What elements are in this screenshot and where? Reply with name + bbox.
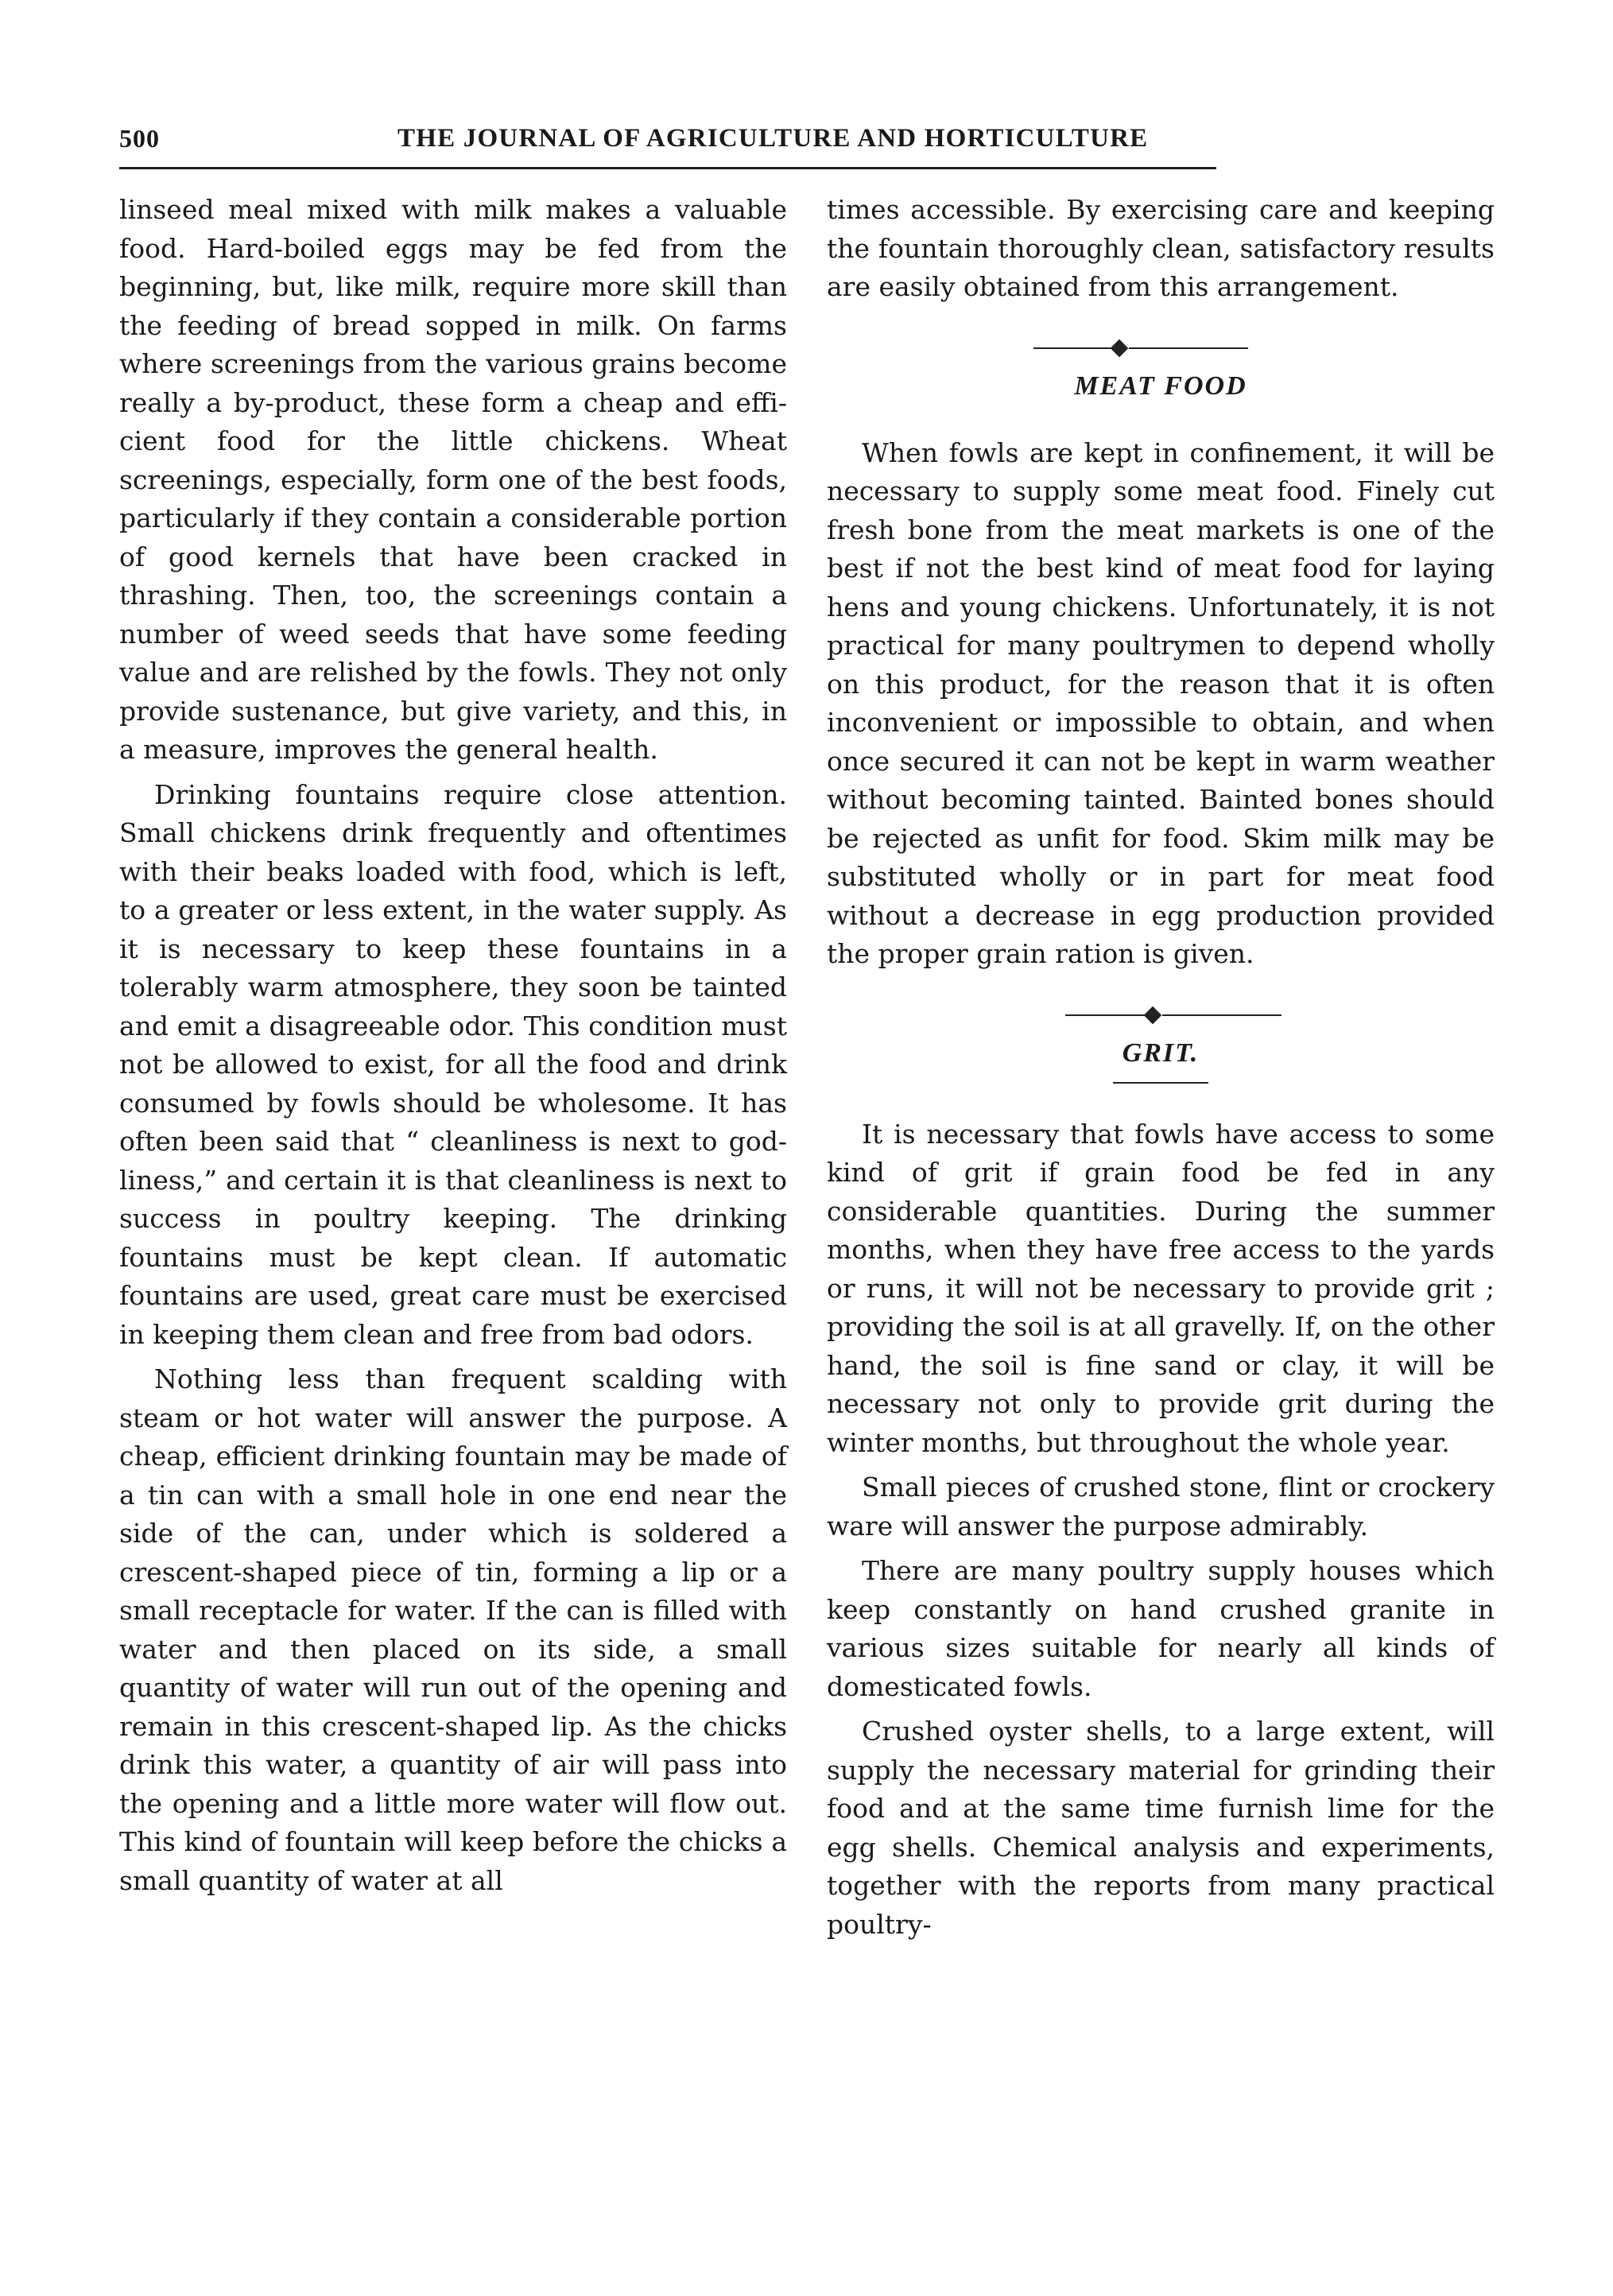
paragraph-fountain-construction: Nothing less than frequent scalding with steam or hot water will answer the purpose. A cheap, efficient drinking fountain may be made of a tin can with a small hole in one end near the side of the can, under which is soldered a crescent-shaped piece of tin, forming a lip or a small receptacle for water. If the can is filled with water and then placed on its side, a small quantity of water will run out of the opening and remain in this crescent-shaped lip. As the chicks drink this water, a quantity of air will pass into the opening and a little more water will flow out. This kind of fountain will keep before the chicks a small quantity of water at all (119, 1363, 787, 1896)
meat-food-heading: MEAT FOOD (1074, 370, 1247, 401)
page-header (119, 119, 1216, 167)
running-title: THE JOURNAL OF AGRICULTURE AND HORTICULTURE (397, 124, 1149, 153)
page-number: 500 (119, 124, 160, 153)
section-divider-ornament (827, 334, 1495, 363)
paragraph-grit-necessity: It is necessary that fowls have access to some kind of grit if grain food be fed in any considerable quantities. During the summer months, when they have free access to the yards or runs, it will not be necessary to provide grit ; providing the soil is at all gravelly. If, on the other hand, the soil is fine sand or clay, it will be necessary not only to provide grit during the winter months, but throughout the whole year. (827, 1118, 1495, 1458)
left-column (119, 191, 787, 1900)
heading-underline (1113, 1082, 1208, 1084)
paragraph-grit-materials: Small pieces of crushed stone, flint or crockery ware will answer the purpose admirably. (827, 1472, 1495, 1542)
paragraph-supply-houses: There are many poultry supply houses which keep constantly on hand crushed granite in various sizes suitable for nearly all kinds of domesticated fowls. (827, 1555, 1495, 1702)
paragraph-fountain-continued: times accessible. By exercising care and keeping the fountain thoroughly clean, satisfactory results are easily obtained from this arrangement. (827, 194, 1495, 302)
section-divider-ornament (827, 1001, 1495, 1030)
paragraph-meat-food: When fowls are kept in confinement, it will be necessary to supply some meat food. Finely cut fresh bone from the meat markets is one of the best if not the best kind of meat food for laying hens and young chickens. Unfortunately, it is not practical for many poultrymen to depend wholly on this product, for the reason that it is often inconvenient or impossible to obtain, and when once secured it can not be kept in warm weather without becoming tainted. Bainted bones should be rejected as unfit for food. Skim milk may be substituted wholly or in part for meat food without a decrease in egg production provided the proper grain ration is given. (827, 436, 1495, 969)
paragraph-drinking-fountains: Drinking fountains require close attention. Small chickens drink frequently and oftentimes with their beaks loaded with food, which is left, to a greater or less extent, in the water supply. As it is necessary to keep these fountains in a tolerably warm atmosphere, they soon be tainted and emit a disagreeable odor. This condition must not be allowed to exist, for all the food and drink consumed by fowls should be wholesome. It has often been said that “ cleanliness is next to godliness,” and certain it is that cleanliness is next to success in poultry keeping. The drinking fountains must be kept clean. If automatic fountains are used, great care must be exercised in keeping them clean and free from bad odors. (119, 778, 787, 1350)
right-column (827, 191, 1495, 1944)
paragraph-feeding: linseed meal mixed with milk makes a valuable food. Hard-boiled eggs may be fed from the beginning, but, like milk, require more skill than the feeding of bread sopped in milk. On farms where screenings from the various grains become really a by-product, these form a cheap and efficient food for the little chickens. Wheat screenings, especially, form one of the best foods, particularly if they contain a considerable portion of good kernels that have been cracked in thrashing. Then, too, the screenings contain a number of weed seeds that have some feeding value and are relished by the fowls. They not only provide sustenance, but give variety, and this, in a measure, improves the general health. (119, 194, 787, 765)
grit-heading: GRIT. (1122, 1037, 1200, 1068)
header-rule (119, 167, 1216, 169)
paragraph-oyster-shells: Crushed oyster shells, to a large extent, will supply the necessary material for grinding their food and at the same time furnish lime for the egg shells. Chemical analysis and experiments, together with the reports from many practical poultry- (827, 1716, 1495, 1940)
